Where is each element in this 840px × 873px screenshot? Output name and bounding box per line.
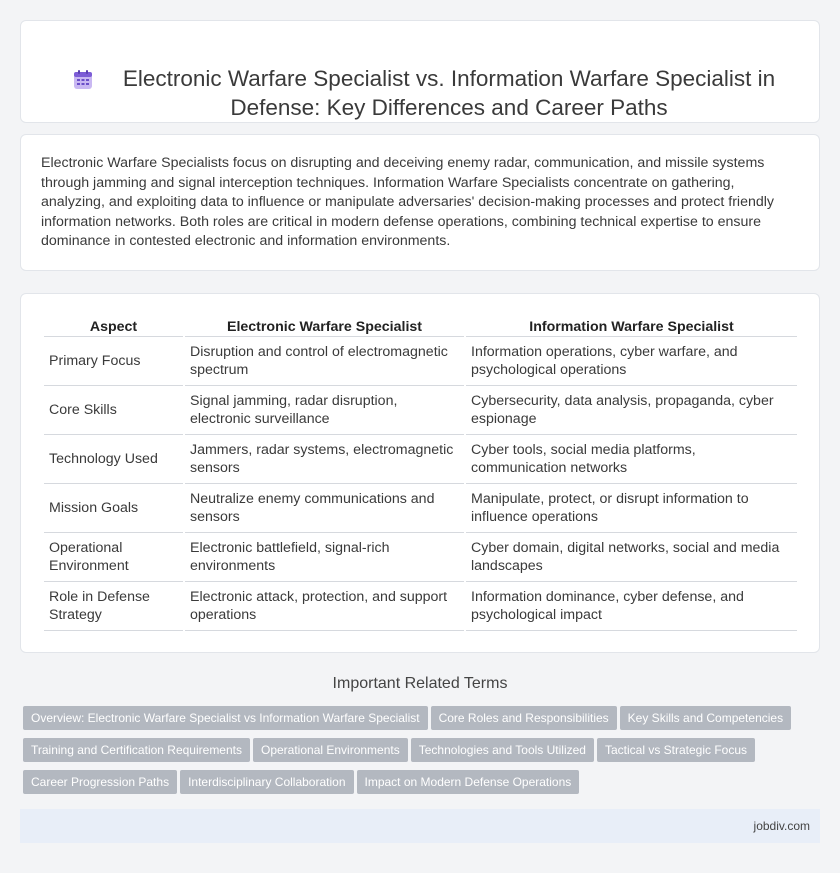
row-ew: Jammers, radar systems, electromagnetic sensors: [185, 435, 464, 484]
page-title: Electronic Warfare Specialist vs. Information Warfare Specialist in Defense: Key Differences and Career Paths: [122, 66, 776, 120]
row-aspect: Primary Focus: [44, 337, 183, 386]
intro-card: [20, 134, 820, 271]
row-aspect: Technology Used: [44, 435, 183, 484]
comparison-table: [42, 317, 799, 631]
calendar-icon: [71, 68, 95, 92]
row-iw: Cyber domain, digital networks, social and media landscapes: [466, 533, 797, 582]
row-ew: Electronic attack, protection, and support operations: [185, 582, 464, 631]
tag-link[interactable]: Operational Environments: [253, 738, 408, 762]
table-row: [44, 435, 797, 484]
row-aspect: Core Skills: [44, 386, 183, 435]
table-header-row: [44, 317, 797, 337]
tag-link[interactable]: Key Skills and Competencies: [620, 706, 791, 730]
tag-link[interactable]: Core Roles and Responsibilities: [431, 706, 617, 730]
title-card: [20, 20, 820, 123]
tag-link[interactable]: Tactical vs Strategic Focus: [597, 738, 755, 762]
related-terms-tags: [23, 706, 823, 802]
comparison-table-card: [20, 293, 820, 653]
tag-link[interactable]: Interdisciplinary Collaboration: [180, 770, 353, 794]
header-aspect: Aspect: [44, 317, 183, 337]
table-row: [44, 582, 797, 631]
row-aspect: Mission Goals: [44, 484, 183, 533]
row-ew: Neutralize enemy communications and sensors: [185, 484, 464, 533]
table-row: [44, 484, 797, 533]
tag-link[interactable]: Technologies and Tools Utilized: [411, 738, 594, 762]
footer-site-link[interactable]: jobdiv.com: [753, 819, 810, 833]
row-iw: Information dominance, cyber defense, and psychological impact: [466, 582, 797, 631]
tag-link[interactable]: Career Progression Paths: [23, 770, 177, 794]
row-ew: Disruption and control of electromagnetic spectrum: [185, 337, 464, 386]
row-iw: Information operations, cyber warfare, and psychological operations: [466, 337, 797, 386]
tag-link[interactable]: Training and Certification Requirements: [23, 738, 250, 762]
tag-link[interactable]: Impact on Modern Defense Operations: [357, 770, 580, 794]
row-aspect: Operational Environment: [44, 533, 183, 582]
row-iw: Cyber tools, social media platforms, communication networks: [466, 435, 797, 484]
table-row: [44, 337, 797, 386]
row-iw: Cybersecurity, data analysis, propaganda, cyber espionage: [466, 386, 797, 435]
table-row: [44, 386, 797, 435]
row-ew: Signal jamming, radar disruption, electronic surveillance: [185, 386, 464, 435]
intro-text: Electronic Warfare Specialists focus on disrupting and deceiving enemy radar, communication, and missile systems through jamming and signal interception techniques. Information Warfare Specialists concentrate on gathering, analyzing, and exploiting data to influence or manipulate adversaries' decision-making processes and protect friendly information networks. Both roles are critical in modern defense operations, combining technical expertise to ensure dominance in contested electronic and information environments.: [41, 155, 774, 249]
header-electronic-warfare: Electronic Warfare Specialist: [185, 317, 464, 337]
row-ew: Electronic battlefield, signal-rich environments: [185, 533, 464, 582]
row-aspect: Role in Defense Strategy: [44, 582, 183, 631]
footer: [20, 809, 820, 843]
header-information-warfare: Information Warfare Specialist: [466, 317, 797, 337]
tag-link[interactable]: Overview: Electronic Warfare Specialist vs Information Warfare Specialist: [23, 706, 428, 730]
related-terms-title: Important Related Terms: [332, 675, 508, 692]
row-iw: Manipulate, protect, or disrupt information to influence operations: [466, 484, 797, 533]
table-row: [44, 533, 797, 582]
